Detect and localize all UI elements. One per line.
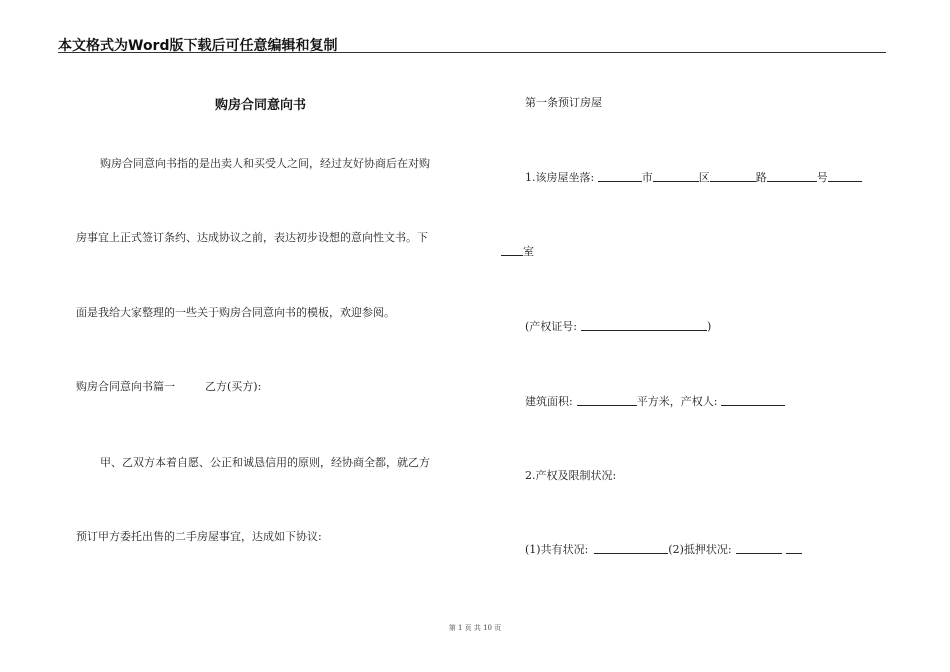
certificate-close: )	[707, 320, 712, 333]
district-label: 区	[698, 171, 710, 184]
certificate-line	[525, 318, 711, 334]
location-label: 1.该房屋坐落:	[525, 171, 595, 184]
paragraph-line: 甲、乙双方本着自愿、公正和诚恳信用的原则，经协商全都，就乙方	[100, 456, 430, 469]
paragraph-line: 购房合同意向书指的是出卖人和买受人之间，经过友好协商后在对购	[100, 157, 430, 170]
blank-line	[767, 170, 817, 182]
mortgage-label: (2)抵押状况:	[668, 543, 732, 556]
blank-line	[577, 394, 637, 406]
page-number: 第 1 页 共 10 页	[448, 624, 502, 632]
city-label: 市	[641, 171, 653, 184]
number-label: 号	[816, 171, 828, 184]
template-heading	[76, 378, 261, 394]
blank-line	[653, 170, 699, 182]
location-line	[525, 169, 862, 185]
road-label: 路	[755, 171, 767, 184]
template-title: 购房合同意向书篇一	[76, 380, 175, 393]
party-b-label: 乙方(买方):	[205, 380, 262, 393]
room-label: 室	[523, 245, 534, 258]
blank-line	[581, 319, 707, 331]
area-label: 建筑面积:	[525, 395, 573, 408]
room-line	[501, 243, 534, 259]
co-ownership-line	[525, 541, 802, 557]
area-line	[525, 393, 785, 409]
blank-line	[786, 542, 802, 554]
blank-line	[598, 170, 642, 182]
blank-line	[721, 394, 785, 406]
paragraph-line: 房事宜上正式签订条约、达成协议之前，表达初步设想的意向性文书。下	[76, 231, 428, 244]
section-heading: 第一条预订房屋	[525, 96, 602, 109]
paragraph-line: 面是我给大家整理的一些关于购房合同意向书的模板，欢迎参阅。	[76, 306, 395, 319]
document-title: 购房合同意向书	[215, 98, 307, 113]
blank-line	[828, 170, 862, 182]
blank-line	[710, 170, 756, 182]
header-divider	[58, 52, 886, 53]
paragraph-line: 预订甲方委托出售的二手房屋事宜，达成如下协议:	[76, 530, 322, 543]
co-ownership-label: (1)共有状况:	[525, 543, 589, 556]
area-unit: 平方米，产权人:	[636, 395, 718, 408]
blank-line	[594, 542, 668, 554]
section-heading: 2.产权及限制状况:	[525, 469, 617, 482]
blank-line	[736, 542, 782, 554]
blank-line	[501, 244, 523, 256]
certificate-label: (产权证号:	[525, 320, 577, 333]
download-banner: 本文格式为Word版下载后可任意编辑和复制	[58, 38, 338, 54]
